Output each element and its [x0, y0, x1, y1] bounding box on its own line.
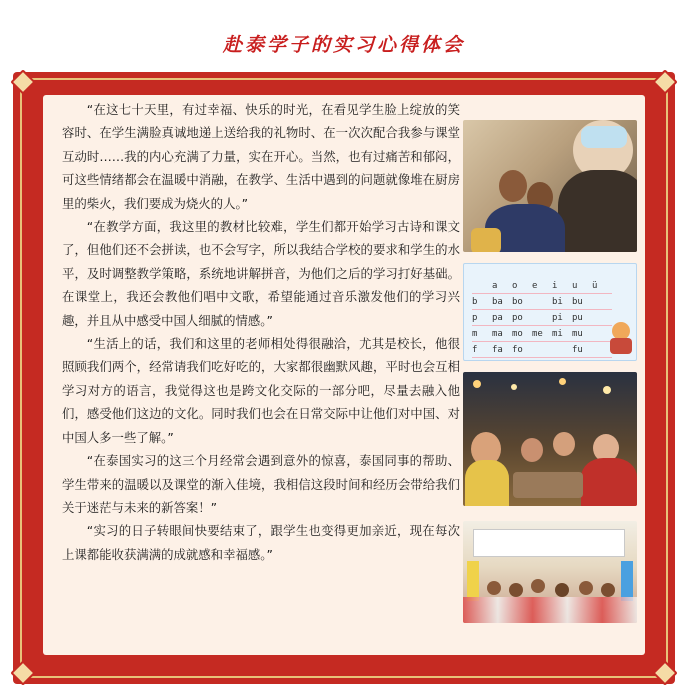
- paragraph: “在泰国实习的这三个月经常会遇到意外的惊喜，泰国同事的帮助、学生带来的温暖以及课堂的渐入佳境，我相信这段时间和经历会带给我们关于迷茫与未来的新答案！”: [62, 453, 460, 515]
- paragraph: “在这七十天里，有过幸福、快乐的时光，在看见学生脸上绽放的笑容时、在学生满脸真诚地递上送给我的礼物时、在一次次配合我参与课堂互动时……我的内心充满了力量，实在开心。当然，也有过痛苦和郁闷，可这些情绪都会在温暖中消融，在教学、生活中遇到的问题就像堆在厨房里的柴火，我们要成为烧火的人。”: [62, 102, 460, 211]
- paragraph: “实习的日子转眼间快要结束了，跟学生也变得更加亲近，现在每次上课都能收获满满的成就感和幸福感。”: [62, 523, 460, 562]
- paragraph: “在教学方面，我这里的教材比较难，学生们都开始学习古诗和课文了，但他们还不会拼读，也不会写字，所以我结合学校的要求和学生的水平，及时调整教学策略，系统地讲解拼音，为他们之后的学习打好基础。在课堂上，我还会教他们唱中文歌，希望能通过音乐激发他们的学习兴趣，并且从中感受中国人细腻的情感。”: [62, 219, 460, 328]
- pinyin-header-row: a o e i u ü: [472, 278, 612, 294]
- photo-pinyin-chart: [463, 263, 637, 361]
- pinyin-row: p pa po pi pu: [472, 310, 612, 326]
- page-title: 赴泰学子的实习心得体会: [222, 34, 465, 56]
- article-text: [62, 98, 460, 566]
- pinyin-row: m ma mo me mi mu: [472, 326, 612, 342]
- paragraph: “生活上的话，我们和这里的老师相处得很融洽，尤其是校长，他很照顾我们两个，经常请我们吃好吃的，大家都很幽默风趣，平时也会互相学习对方的语言，我觉得这也是跨文化交际的一部分吧，尽量去融入他们，感受他们这边的文化。同时我们也会在日常交际中让他们对中国、对中国人多一些了解。”: [62, 336, 460, 445]
- pinyin-row: f fa fo fu: [472, 342, 612, 358]
- photo-classroom: [463, 521, 637, 623]
- photo-dinner-gathering: [463, 372, 637, 506]
- pinyin-table: [472, 278, 612, 358]
- pinyin-row: b ba bo bi bu: [472, 294, 612, 310]
- photo-students-selfie: [463, 120, 637, 252]
